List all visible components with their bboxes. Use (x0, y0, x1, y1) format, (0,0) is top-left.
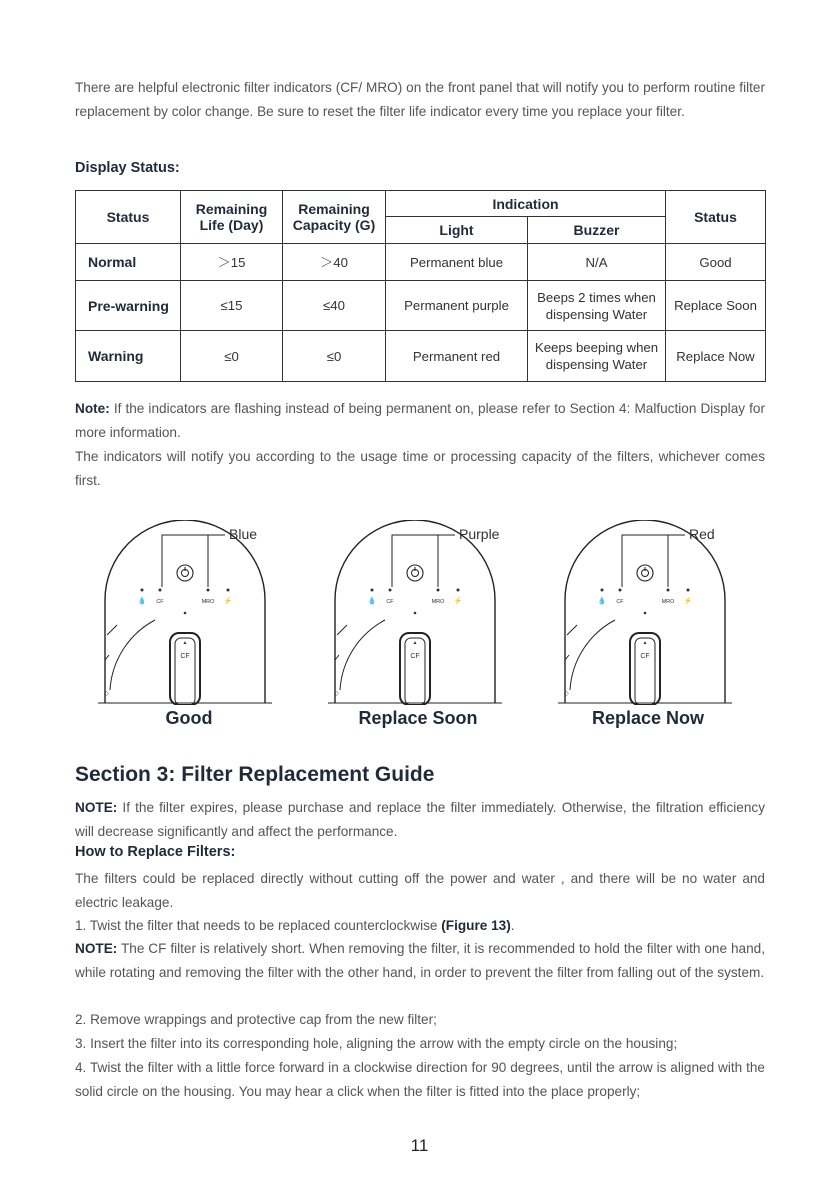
row-life: ≤0 (181, 331, 283, 382)
section-title: Section 3: Filter Replacement Guide (75, 763, 435, 786)
page-number: 11 (410, 1136, 429, 1155)
step-1-end: . (510, 918, 515, 933)
svg-text:◇: ◇ (334, 691, 339, 697)
display-status-table (75, 190, 766, 382)
step-1-text: 1. Twist the filter that needs to be replaced counterclockwise (75, 918, 442, 933)
filter-label: CF (180, 653, 190, 660)
row-light: Permanent blue (386, 244, 528, 281)
section-note-text: If the filter expires, please purchase and replace the filter immediately. Otherwise, the filtration efficiency will decrease significantly and affect the performance. (75, 800, 765, 839)
figure-caption-replace-now: Replace Now (591, 708, 705, 728)
filter-label: CF (410, 653, 420, 660)
svg-text:⚡: ⚡ (683, 598, 693, 605)
note-text: If the indicators are flashing instead of being permanent on, please refer to Section 4: Malfuction Display for more information. (75, 401, 765, 440)
color-label-blue: Blue (229, 526, 258, 542)
row-capacity: ≤40 (283, 281, 386, 331)
row-buzzer: Keeps beeping when dispensing Water (528, 331, 666, 382)
header-status: Status (76, 191, 181, 244)
note-2-text: The CF filter is relatively short. When removing the filter, it is recommended to hold the filter with one hand, while rotating and removing the filter with the other hand, in order to prevent the filter from falling out of the system. (75, 941, 765, 980)
note-paragraph-2: The indicators will notify you according to the usage time or processing capacity of the filters, whichever comes first. (75, 449, 765, 488)
color-label-purple: Purple (459, 526, 500, 542)
step-3: 3. Insert the filter into its corresponding hole, aligning the arrow with the empty circle on the housing; (75, 1036, 678, 1051)
note-2 (75, 937, 765, 984)
device-figure-good (95, 520, 285, 705)
intro-paragraph: There are helpful electronic filter indicators (CF/ MRO) on the front panel that will notify you to perform routine filter replacement by color change. Be sure to reset the filter life indicator every time you replace your filter. (75, 80, 765, 119)
note-label: Note: (75, 401, 110, 416)
header-buzzer: Buzzer (528, 217, 666, 244)
display-status-heading: Display Status: (75, 160, 180, 176)
step-1 (75, 914, 765, 938)
step-1-figure-ref: (Figure 13) (441, 918, 511, 933)
row-capacity: ＞40 (283, 244, 386, 281)
row-light: Permanent purple (386, 281, 528, 331)
row-light: Permanent red (386, 331, 528, 382)
row-status: Pre-warning (76, 281, 181, 331)
mro-label: MRO (201, 599, 215, 605)
svg-text:💧: 💧 (367, 598, 377, 605)
row-status: Warning (76, 331, 181, 382)
svg-text:💧: 💧 (137, 598, 147, 605)
row-life: ＞15 (181, 244, 283, 281)
svg-text:💧: 💧 (597, 598, 607, 605)
svg-text:▲: ▲ (412, 640, 418, 646)
svg-text:▲: ▲ (642, 640, 648, 646)
section-note (75, 796, 765, 843)
row-status: Normal (76, 244, 181, 281)
svg-text:▲: ▲ (182, 640, 188, 646)
figure-caption-replace-soon: Replace Soon (358, 708, 478, 728)
mro-label: MRO (431, 599, 445, 605)
header-remaining-capacity: Remaining Capacity (G) (283, 191, 386, 244)
svg-text:◇: ◇ (104, 691, 109, 697)
table-row (76, 281, 766, 331)
howto-intro: The filters could be replaced directly without cutting off the power and water , and there will be no water and electric leakage. (75, 871, 765, 910)
figure-caption-good: Good (165, 708, 213, 728)
section-note-label: NOTE: (75, 800, 118, 815)
color-label-red: Red (689, 526, 715, 542)
filter-label: CF (640, 653, 650, 660)
row-life: ≤15 (181, 281, 283, 331)
note-2-label: NOTE: (75, 941, 118, 956)
mro-label: MRO (661, 599, 675, 605)
row-buzzer: Beeps 2 times when dispensing Water (528, 281, 666, 331)
device-figure-replace-soon (325, 520, 515, 705)
row-result: Replace Now (666, 331, 766, 382)
step-2: 2. Remove wrappings and protective cap from the new filter; (75, 1012, 437, 1027)
howto-heading: How to Replace Filters: (75, 844, 236, 860)
header-indication: Indication (386, 191, 666, 217)
row-result: Good (666, 244, 766, 281)
table-row (76, 331, 766, 382)
header-status-right: Status (666, 191, 766, 244)
cf-label: CF (386, 599, 394, 605)
table-row (76, 244, 766, 281)
cf-label: CF (156, 599, 164, 605)
row-capacity: ≤0 (283, 331, 386, 382)
svg-text:◇: ◇ (564, 691, 569, 697)
note-paragraph (75, 397, 765, 444)
step-4: 4. Twist the filter with a little force forward in a clockwise direction for 90 degrees, until the arrow is aligned with the solid circle on the housing. You may hear a click when the filter is fitted into the place properly; (75, 1060, 765, 1099)
svg-text:⚡: ⚡ (223, 598, 233, 605)
svg-text:⚡: ⚡ (453, 598, 463, 605)
header-light: Light (386, 217, 528, 244)
row-buzzer: N/A (528, 244, 666, 281)
device-figure-replace-now (555, 520, 745, 705)
cf-label: CF (616, 599, 624, 605)
row-result: Replace Soon (666, 281, 766, 331)
header-remaining-life: Remaining Life (Day) (181, 191, 283, 244)
